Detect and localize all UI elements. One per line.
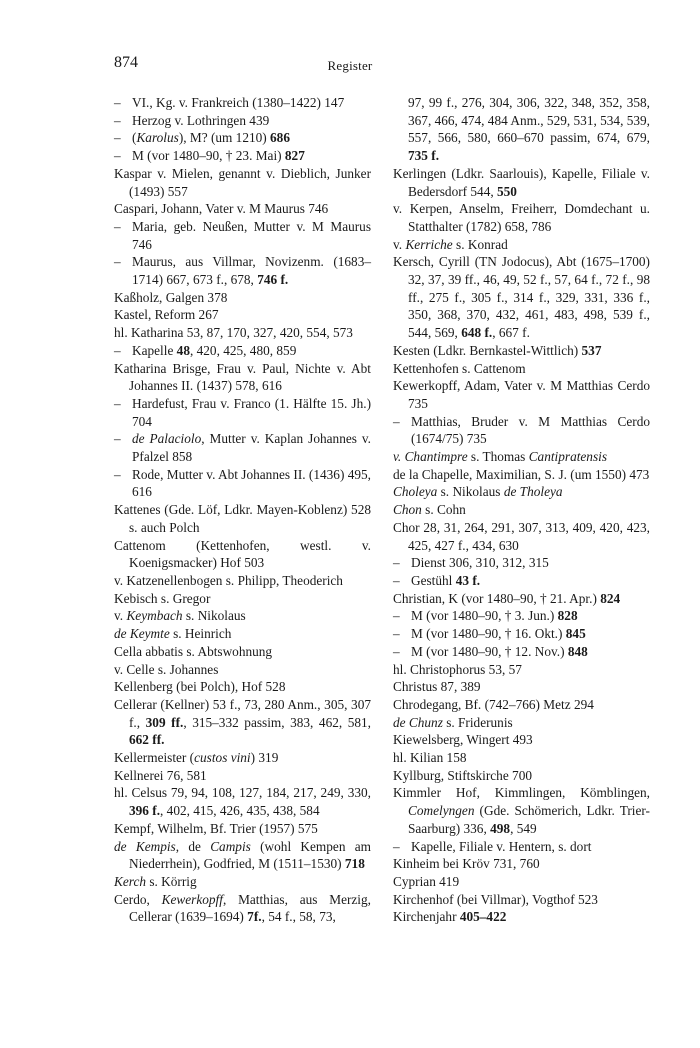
entry-text-italic: Chon bbox=[393, 502, 422, 518]
entry-text: Kyllburg, Stiftskirche 700 bbox=[393, 767, 532, 783]
entry-text: v. Celle s. Johannes bbox=[114, 661, 219, 677]
entry-text: VI., Kg. v. Frankreich (1380–1422) 147 bbox=[132, 95, 345, 110]
subentry-dash: – bbox=[114, 254, 121, 270]
entry-text: Cellerar (Kellner) 53 f., 73, 280 Anm., 305, 307 f., bbox=[114, 696, 371, 730]
index-subentry bbox=[114, 430, 371, 465]
page-ref-main: 746 f. bbox=[257, 272, 289, 288]
index-entry bbox=[114, 873, 371, 891]
subentry-dash: – bbox=[393, 555, 400, 571]
index-column-left bbox=[114, 94, 371, 926]
index-entry bbox=[393, 94, 650, 165]
index-entry bbox=[393, 891, 650, 909]
index-entry bbox=[114, 324, 371, 342]
index-entry bbox=[393, 661, 650, 679]
subentry-dash: – bbox=[114, 431, 121, 447]
index-entry bbox=[393, 749, 650, 767]
entry-text: (Gde. Schömerich, Ldkr. Trier-Saarburg) 336, bbox=[408, 803, 650, 836]
entry-text-italic: Cantipratensis bbox=[528, 449, 608, 465]
index-entry bbox=[114, 891, 371, 926]
index-entry bbox=[393, 501, 650, 519]
index-subentry bbox=[114, 466, 371, 501]
index-entry bbox=[393, 466, 650, 484]
subentry-dash: – bbox=[393, 643, 400, 659]
subentry-dash: – bbox=[393, 572, 400, 588]
index-entry bbox=[114, 537, 371, 572]
entry-text: s. Thomas bbox=[467, 449, 529, 465]
entry-text: Christian, K (vor 1480–90, † 21. Apr.) bbox=[393, 590, 601, 606]
entry-text: , Mutter v. Kaplan Johannes v. Pfalzel 858 bbox=[132, 431, 371, 465]
page-ref-main: 7f. bbox=[247, 909, 262, 925]
entry-text-italic: custos vini bbox=[194, 750, 251, 766]
entry-text: hl. Kilian 158 bbox=[393, 750, 467, 766]
page-ref-main: 498 bbox=[490, 820, 511, 836]
page-ref-main: 686 bbox=[270, 130, 290, 146]
index-subentry bbox=[114, 112, 371, 130]
subentry-dash: – bbox=[114, 218, 121, 234]
index-subentry bbox=[393, 572, 650, 590]
page-ref-main: 718 bbox=[344, 856, 365, 872]
subentry-dash: – bbox=[114, 95, 121, 110]
entry-text-italic: Comelyngen bbox=[408, 803, 475, 819]
index-subentry bbox=[393, 838, 650, 856]
index-subentry bbox=[393, 554, 650, 572]
index-subentry bbox=[114, 129, 371, 147]
entry-text: , 549 bbox=[510, 820, 537, 836]
entry-text-italic: v. Chantimpre bbox=[393, 449, 468, 465]
index-entry bbox=[114, 590, 371, 608]
index-entry bbox=[393, 855, 650, 873]
entry-text-italic: Kewerkopff bbox=[161, 891, 223, 907]
entry-text: s. Nikolaus bbox=[437, 484, 504, 500]
index-entry bbox=[393, 200, 650, 235]
entry-text: Kempf, Wilhelm, Bf. Trier (1957) 575 bbox=[114, 820, 318, 836]
page-ref-main: 848 bbox=[567, 643, 588, 659]
index-entry bbox=[393, 253, 650, 342]
entry-text: Cella abbatis s. Abtswohnung bbox=[114, 643, 273, 659]
entry-text: Cyprian 419 bbox=[393, 873, 460, 889]
entry-text: v. Katzenellenbogen s. Philipp, Theoderich bbox=[114, 572, 343, 588]
entry-text: Kersch, Cyrill (TN Jodocus), Abt (1675–1700) 32, 37, 39 ff., 46, 49, 52 f., 57, 64 f., 72 f., 98 ff., 275 f., 305 f., 314 f., 329, 331, 336 f., 350, 368, 370, 432, 461, 483, 498, 539 f., 544, 569, bbox=[393, 254, 650, 341]
index-entry bbox=[393, 767, 650, 785]
entry-text: s. Konrad bbox=[452, 236, 508, 252]
entry-text: (wohl Kempen am Niederrhein), Godfried, M (1511–1530) bbox=[129, 838, 371, 872]
index-entry bbox=[114, 289, 371, 307]
index-subentry bbox=[114, 395, 371, 430]
subentry-dash: – bbox=[114, 466, 121, 482]
index-entry bbox=[393, 908, 650, 926]
entry-text: , 315–332 passim, 383, 462, 581, bbox=[183, 714, 372, 730]
subentry-dash: – bbox=[393, 413, 400, 429]
entry-text: Kellenberg (bei Polch), Hof 528 bbox=[114, 679, 286, 695]
index-entry bbox=[393, 714, 650, 732]
entry-text: Maria, geb. Neußen, Mutter v. M Maurus 746 bbox=[132, 218, 371, 252]
running-head: Register bbox=[327, 58, 373, 73]
page-ref-main: 550 bbox=[497, 183, 517, 199]
page-ref-main: 396 f. bbox=[129, 803, 161, 819]
entry-text: Cattenom (Kettenhofen, westl. v. Koenigsmacker) Hof 503 bbox=[114, 537, 371, 571]
entry-text: Christus 87, 389 bbox=[393, 679, 481, 695]
index-entry bbox=[393, 165, 650, 200]
entry-text: Kesten (Ldkr. Bernkastel-Wittlich) bbox=[393, 342, 582, 358]
entry-text: Kastel, Reform 267 bbox=[114, 307, 219, 323]
entry-text: s. Nikolaus bbox=[182, 608, 246, 624]
index-entry bbox=[114, 784, 371, 819]
page-ref-main: 845 bbox=[565, 626, 586, 642]
index-entry bbox=[114, 678, 371, 696]
subentry-dash: – bbox=[114, 130, 121, 146]
entry-text: , 667 f. bbox=[492, 325, 530, 341]
entry-text: v. bbox=[393, 236, 406, 252]
page-ref-main: 309 ff. bbox=[145, 714, 184, 730]
page-ref-main: 824 bbox=[600, 590, 621, 606]
page-ref-main: 648 f. bbox=[461, 325, 493, 341]
entry-text: ) 319 bbox=[250, 750, 279, 766]
page-ref-main: 735 f. bbox=[408, 148, 440, 164]
entry-text-italic: de Palaciolo bbox=[132, 431, 202, 447]
page-ref-main: 48 bbox=[176, 342, 190, 358]
entry-text-italic: Keymbach bbox=[126, 608, 183, 624]
page-number: 874 bbox=[114, 54, 138, 71]
index-entry bbox=[114, 607, 371, 625]
index-subentry bbox=[393, 643, 650, 661]
index-entry bbox=[114, 625, 371, 643]
subentry-dash: – bbox=[393, 608, 400, 624]
index-subentry bbox=[114, 253, 371, 288]
entry-text: Kebisch s. Gregor bbox=[114, 590, 211, 606]
entry-text: ), M? (um 1210) bbox=[178, 130, 271, 146]
entry-text: Kettenhofen s. Cattenom bbox=[393, 360, 526, 376]
entry-text: Katharina Brisge, Frau v. Paul, Nichte v. Abt Johannes II. (1437) 578, 616 bbox=[114, 360, 371, 394]
entry-text: , de bbox=[175, 838, 211, 854]
entry-text: Matthias, Bruder v. M Matthias Cerdo (1674/75) 735 bbox=[411, 413, 650, 447]
index-entry bbox=[114, 767, 371, 785]
entry-text: Kapelle bbox=[132, 342, 177, 358]
entry-text: M (vor 1480–90, † 16. Okt.) bbox=[411, 626, 566, 642]
entry-text: Kapelle, Filiale v. Hentern, s. dort bbox=[411, 838, 592, 854]
page-ref-main: 828 bbox=[557, 608, 578, 624]
index-entry bbox=[114, 360, 371, 395]
index-subentry bbox=[393, 607, 650, 625]
subentry-dash: – bbox=[114, 342, 121, 358]
entry-text: s. Körrig bbox=[146, 873, 197, 889]
entry-text: v. bbox=[114, 608, 127, 624]
index-entry bbox=[114, 749, 371, 767]
entry-text-italic: de Tholeya bbox=[503, 484, 563, 500]
index-entry bbox=[114, 696, 371, 749]
entry-text: Kattenes (Gde. Löf, Ldkr. Mayen-Koblenz) 528 s. auch Polch bbox=[114, 502, 371, 535]
page-ref-main: 43 f. bbox=[455, 572, 481, 588]
index-subentry bbox=[114, 147, 371, 165]
index-entry bbox=[393, 873, 650, 891]
index-entry bbox=[393, 483, 650, 501]
entry-text: v. Kerpen, Anselm, Freiherr, Domdechant u. Statthalter (1782) 658, 786 bbox=[393, 201, 650, 234]
subentry-dash: – bbox=[114, 395, 121, 411]
entry-text: , 420, 425, 480, 859 bbox=[189, 342, 297, 358]
index-entry bbox=[114, 306, 371, 324]
index-subentry bbox=[114, 342, 371, 360]
index-entry bbox=[114, 501, 371, 536]
index-entry bbox=[393, 360, 650, 378]
index-column-right bbox=[393, 94, 650, 926]
entry-text: , 402, 415, 426, 435, 438, 584 bbox=[160, 803, 320, 819]
index-entry bbox=[393, 590, 650, 608]
index-entry bbox=[114, 572, 371, 590]
entry-text: Kewerkopff, Adam, Vater v. M Matthias Cerdo 735 bbox=[393, 378, 650, 411]
entry-text: Kirchenhof (bei Villmar), Vogthof 523 bbox=[393, 891, 598, 907]
entry-text: Kimmler Hof, Kimmlingen, Kömblingen, bbox=[393, 785, 650, 801]
entry-text-italic: Kerriche bbox=[405, 236, 453, 252]
index-entry bbox=[393, 731, 650, 749]
subentry-dash: – bbox=[393, 838, 400, 854]
index-subentry bbox=[393, 413, 650, 448]
entry-text: Kirchenjahr bbox=[393, 909, 460, 925]
index-entry bbox=[114, 661, 371, 679]
page-ref-main: 662 ff. bbox=[129, 732, 165, 748]
entry-text: ( bbox=[132, 130, 137, 146]
index-entry bbox=[393, 342, 650, 360]
entry-text: hl. Katharina 53, 87, 170, 327, 420, 554, 573 bbox=[114, 325, 353, 341]
index-entry bbox=[114, 200, 371, 218]
entry-text: Herzog v. Lothringen 439 bbox=[132, 112, 270, 128]
entry-text: Caspari, Johann, Vater v. M Maurus 746 bbox=[114, 201, 329, 217]
entry-text: Kaspar v. Mielen, genannt v. Dieblich, Junker (1493) 557 bbox=[114, 165, 371, 199]
index-subentry bbox=[114, 94, 371, 112]
index-entry bbox=[393, 377, 650, 412]
entry-text: Hardefust, Frau v. Franco (1. Hälfte 15. Jh.) 704 bbox=[132, 395, 371, 429]
entry-text: Kellnerei 76, 581 bbox=[114, 767, 207, 783]
index-entry bbox=[114, 165, 371, 200]
entry-text: s. Cohn bbox=[421, 502, 466, 518]
entry-text: M (vor 1480–90, † 23. Mai) bbox=[132, 148, 285, 164]
page-ref-main: 405–422 bbox=[459, 909, 507, 925]
entry-text: , 54 f., 58, 73, bbox=[261, 909, 336, 925]
page-ref-main: 827 bbox=[284, 148, 305, 164]
index-entry bbox=[114, 838, 371, 873]
page-ref-main: 537 bbox=[581, 342, 602, 358]
entry-text: Cerdo, bbox=[114, 891, 162, 907]
entry-text: Kerlingen (Ldkr. Saarlouis), Kapelle, Filiale v. Bedersdorf 544, bbox=[393, 165, 650, 199]
entry-text: Gestühl bbox=[411, 572, 456, 588]
index-subentry bbox=[393, 625, 650, 643]
entry-text-italic: Karolus bbox=[136, 130, 179, 146]
entry-text: , Matthias, aus Merzig, Cellerar (1639–1694) bbox=[129, 891, 371, 925]
subentry-dash: – bbox=[114, 112, 121, 128]
entry-text: Kellermeister ( bbox=[114, 750, 195, 766]
index-entry bbox=[393, 678, 650, 696]
entry-text: Kaßholz, Galgen 378 bbox=[114, 289, 228, 305]
entry-text: Chor 28, 31, 264, 291, 307, 313, 409, 420, 423, 425, 427 f., 434, 630 bbox=[393, 519, 650, 553]
entry-text: de la Chapelle, Maximilian, S. J. (um 1550) 473 bbox=[393, 466, 650, 482]
entry-text: hl. Celsus 79, 94, 108, 127, 184, 217, 249, 330, bbox=[114, 785, 371, 801]
entry-text: s. Heinrich bbox=[169, 626, 232, 642]
entry-text: Kinheim bei Kröv 731, 760 bbox=[393, 856, 540, 872]
entry-text: Dienst 306, 310, 312, 315 bbox=[411, 555, 549, 571]
index-entry bbox=[114, 643, 371, 661]
entry-text-italic: Kerch bbox=[114, 873, 147, 889]
index-entry bbox=[393, 519, 650, 554]
entry-text-italic: Choleya bbox=[393, 484, 438, 500]
entry-text: s. Friderunis bbox=[442, 714, 513, 730]
entry-text: M (vor 1480–90, † 3. Jun.) bbox=[411, 608, 558, 624]
index-entry bbox=[393, 696, 650, 714]
entry-text: Chrodegang, Bf. (742–766) Metz 294 bbox=[393, 696, 594, 712]
entry-text: 97, 99 f., 276, 304, 306, 322, 348, 352, 358, 367, 466, 474, 484 Anm., 529, 531, 534, 539, 557, 566, 580, 660–670 passim, 674, 679, bbox=[408, 95, 650, 146]
entry-text: hl. Christophorus 53, 57 bbox=[393, 661, 522, 677]
entry-text: Rode, Mutter v. Abt Johannes II. (1436) 495, 616 bbox=[132, 466, 371, 500]
entry-text-italic: de Chunz bbox=[393, 714, 443, 730]
index-entry bbox=[393, 784, 650, 837]
index-subentry bbox=[114, 218, 371, 253]
subentry-dash: – bbox=[114, 148, 121, 164]
subentry-dash: – bbox=[393, 626, 400, 642]
entry-text: M (vor 1480–90, † 12. Nov.) bbox=[411, 643, 568, 659]
entry-text-italic: Campis bbox=[210, 838, 251, 854]
index-entry bbox=[393, 448, 650, 466]
index-entry bbox=[393, 236, 650, 254]
index-entry bbox=[114, 820, 371, 838]
entry-text: Maurus, aus Villmar, Novizenm. (1683–1714) 667, 673 f., 678, bbox=[132, 254, 371, 288]
entry-text: Kiewelsberg, Wingert 493 bbox=[393, 732, 533, 748]
entry-text-italic: de Kempis bbox=[114, 838, 176, 854]
entry-text-italic: de Keymte bbox=[114, 626, 170, 642]
